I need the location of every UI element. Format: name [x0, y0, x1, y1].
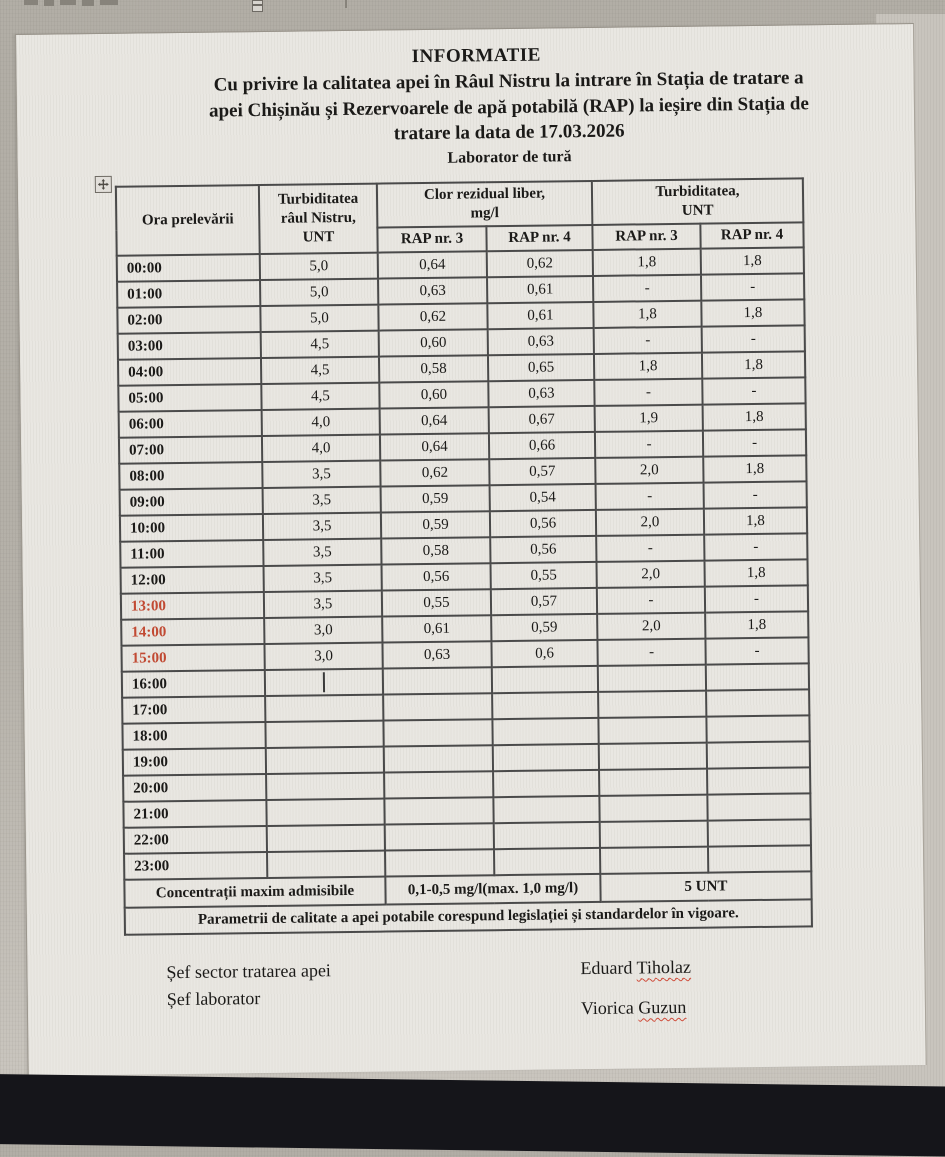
chlorine-rap4-cell[interactable]: 0,63 — [488, 328, 594, 355]
turbidity-rap4-cell[interactable]: 1,8 — [703, 455, 806, 482]
table-body — [117, 247, 812, 879]
time-cell[interactable]: 18:00 — [122, 722, 265, 750]
document-header — [128, 38, 889, 172]
toolbar-fragment — [82, 0, 94, 6]
turbidity-rap4-cell[interactable]: - — [705, 585, 808, 612]
time-cell[interactable]: 16:00 — [122, 670, 265, 698]
col-header-rap4-chlorine: RAP nr. 4 — [486, 225, 592, 251]
toolbar-fragment — [345, 0, 347, 8]
chlorine-rap4-cell[interactable]: 0,54 — [490, 484, 596, 511]
chlorine-rap3-cell[interactable] — [383, 693, 492, 720]
turbidity-nistru-cell[interactable]: 3,5 — [263, 487, 381, 514]
time-cell[interactable]: 09:00 — [120, 488, 263, 516]
quality-note[interactable]: Parametrii de calitate a apei potabile corespund legislației și standardelor în vigoare. — [125, 899, 812, 934]
window-icon-fragment — [252, 0, 263, 12]
turbidity-rap3-cell[interactable] — [599, 769, 707, 796]
turbidity-nistru-cell[interactable]: 3,5 — [262, 461, 380, 488]
turbidity-nistru-cell[interactable] — [266, 773, 384, 800]
time-cell[interactable]: 12:00 — [121, 566, 264, 594]
turbidity-rap3-cell[interactable]: 1,8 — [593, 301, 701, 328]
turbidity-nistru-cell[interactable]: 5,0 — [260, 279, 378, 306]
chlorine-rap4-cell[interactable] — [492, 692, 598, 719]
four-arrows-icon — [98, 179, 109, 190]
turbidity-rap3-cell[interactable]: - — [594, 327, 702, 354]
turbidity-rap3-cell[interactable]: - — [593, 275, 701, 302]
turbidity-nistru-cell[interactable]: 3,0 — [264, 617, 382, 644]
signature-role-1: Șef sector tratarea apei — [166, 960, 331, 983]
chlorine-rap4-cell[interactable]: 0,67 — [489, 406, 595, 433]
chlorine-rap3-cell[interactable]: 0,62 — [378, 303, 487, 330]
chlorine-rap4-cell[interactable] — [493, 796, 599, 823]
col-header-rap3-chlorine: RAP nr. 3 — [377, 226, 486, 252]
turbidity-rap4-cell[interactable]: - — [702, 377, 805, 404]
time-cell[interactable]: 19:00 — [123, 748, 266, 776]
time-cell[interactable]: 01:00 — [117, 280, 260, 308]
turbidity-nistru-cell[interactable] — [267, 825, 385, 852]
chlorine-rap4-cell[interactable]: 0,61 — [487, 276, 593, 303]
signature-role-2: Șef laborator — [166, 988, 261, 1010]
chlorine-rap4-cell[interactable]: 0,56 — [490, 510, 596, 537]
chlorine-rap4-cell[interactable] — [492, 666, 598, 693]
chlorine-rap3-cell[interactable]: 0,64 — [378, 251, 487, 278]
turbidity-rap4-cell[interactable]: 1,8 — [702, 351, 805, 378]
turbidity-rap4-cell[interactable]: 1,8 — [704, 507, 807, 534]
turbidity-nistru-cell[interactable]: 5,0 — [260, 253, 378, 280]
signature-name-1 — [580, 955, 691, 981]
turbidity-nistru-cell[interactable]: 3,5 — [264, 565, 382, 592]
time-cell[interactable]: 02:00 — [117, 306, 260, 334]
turbidity-rap4-cell[interactable] — [708, 819, 811, 846]
col-header-rap3-turbidity: RAP nr. 3 — [592, 224, 700, 250]
time-cell[interactable]: 17:00 — [122, 696, 265, 724]
turbidity-rap4-cell[interactable] — [706, 715, 809, 742]
lab-line: Laborator de tură — [447, 147, 572, 167]
limits-chlorine-value[interactable]: 0,1-0,5 mg/l(max. 1,0 mg/l) — [385, 874, 600, 905]
turbidity-rap4-cell[interactable] — [707, 741, 810, 768]
chlorine-rap3-cell[interactable]: 0,63 — [382, 641, 491, 668]
turbidity-rap3-cell[interactable]: - — [596, 535, 704, 562]
turbidity-nistru-cell[interactable] — [266, 747, 384, 774]
chlorine-rap3-cell[interactable]: 0,58 — [381, 537, 490, 564]
turbidity-rap4-cell[interactable]: 1,8 — [704, 559, 807, 586]
signature-roles — [166, 957, 331, 1013]
turbidity-nistru-cell[interactable] — [265, 669, 383, 696]
turbidity-rap3-cell[interactable] — [599, 795, 707, 822]
chlorine-rap4-cell[interactable] — [493, 770, 599, 797]
turbidity-rap4-cell[interactable]: - — [705, 637, 808, 664]
chlorine-rap4-cell[interactable]: 0,57 — [491, 588, 597, 615]
turbidity-rap4-cell[interactable]: - — [704, 481, 807, 508]
turbidity-rap4-cell[interactable]: 1,8 — [705, 611, 808, 638]
chlorine-rap3-cell[interactable]: 0,60 — [379, 381, 488, 408]
turbidity-nistru-cell[interactable]: 4,5 — [261, 357, 379, 384]
turbidity-rap3-cell[interactable] — [598, 665, 706, 692]
turbidity-nistru-cell[interactable]: 3,5 — [263, 539, 381, 566]
col-header-chlorine-group: Clor rezidual liber, mg/l — [377, 181, 593, 228]
chlorine-rap4-cell[interactable]: 0,59 — [491, 614, 597, 641]
chlorine-rap4-cell[interactable]: 0,55 — [491, 562, 597, 589]
monitor-bezel — [0, 1074, 945, 1157]
time-cell[interactable]: 06:00 — [119, 410, 262, 438]
signature-names — [580, 955, 691, 1021]
turbidity-rap3-cell[interactable] — [599, 743, 707, 770]
turbidity-rap3-cell[interactable]: 2,0 — [596, 561, 704, 588]
turbidity-rap3-cell[interactable]: 1,8 — [594, 353, 702, 380]
turbidity-rap3-cell[interactable]: - — [596, 483, 704, 510]
limits-label[interactable]: Concentrații maxim admisibile — [124, 877, 385, 908]
signature-name-2 — [581, 995, 692, 1021]
time-cell[interactable]: 00:00 — [117, 254, 260, 282]
col-header-turbidity-group: Turbiditatea, UNT — [592, 178, 804, 225]
turbidity-rap3-cell[interactable] — [598, 717, 706, 744]
turbidity-rap3-cell[interactable]: 1,9 — [595, 405, 703, 432]
turbidity-rap4-cell[interactable] — [707, 793, 810, 820]
time-cell[interactable]: 04:00 — [118, 358, 261, 386]
chlorine-rap3-cell[interactable]: 0,64 — [380, 433, 489, 460]
last-name-spellcheck: Tiholaz — [636, 956, 692, 978]
limits-turbidity-value[interactable]: 5 UNT — [600, 871, 811, 902]
time-cell[interactable]: 13:00 — [121, 592, 264, 620]
col-header-rap4-turbidity: RAP nr. 4 — [700, 222, 803, 248]
turbidity-rap3-cell[interactable] — [600, 821, 708, 848]
chlorine-rap3-cell[interactable]: 0,61 — [382, 615, 491, 642]
chlorine-rap3-cell[interactable]: 0,63 — [378, 277, 487, 304]
time-cell[interactable]: 22:00 — [124, 826, 267, 854]
turbidity-rap4-cell[interactable] — [706, 663, 809, 690]
chlorine-rap4-cell[interactable] — [492, 718, 598, 745]
table-move-handle-icon[interactable] — [95, 176, 112, 193]
chlorine-rap4-cell[interactable]: 0,57 — [489, 458, 595, 485]
turbidity-rap4-cell[interactable]: 1,8 — [703, 403, 806, 430]
document-title: INFORMATIE — [411, 44, 542, 68]
chlorine-rap3-cell[interactable]: 0,58 — [379, 355, 488, 382]
text-cursor — [323, 672, 325, 692]
chlorine-rap4-cell[interactable]: 0,6 — [491, 640, 597, 667]
turbidity-rap4-cell[interactable]: 1,8 — [701, 299, 804, 326]
turbidity-rap3-cell[interactable] — [598, 691, 706, 718]
turbidity-nistru-cell[interactable]: 3,5 — [264, 591, 382, 618]
turbidity-rap4-cell[interactable]: - — [703, 429, 806, 456]
col-header-time: Ora prelevării — [116, 185, 260, 256]
toolbar-fragment — [100, 0, 118, 5]
turbidity-nistru-cell[interactable]: 3,5 — [263, 513, 381, 540]
chlorine-rap3-cell[interactable] — [385, 823, 494, 850]
chlorine-rap4-cell[interactable]: 0,62 — [487, 250, 593, 277]
turbidity-rap3-cell[interactable]: 2,0 — [597, 613, 705, 640]
chlorine-rap4-cell[interactable] — [494, 822, 600, 849]
turbidity-rap4-cell[interactable]: 1,8 — [701, 247, 804, 274]
first-name: Eduard — [580, 957, 637, 979]
turbidity-nistru-cell[interactable]: 4,0 — [262, 435, 380, 462]
time-cell[interactable]: 11:00 — [120, 540, 263, 568]
turbidity-nistru-cell[interactable]: 5,0 — [260, 305, 378, 332]
turbidity-rap4-cell[interactable]: - — [702, 325, 805, 352]
toolbar-fragment — [24, 0, 38, 5]
time-cell[interactable]: 10:00 — [120, 514, 263, 542]
chlorine-rap3-cell[interactable]: 0,62 — [380, 459, 489, 486]
chlorine-rap4-cell[interactable]: 0,65 — [488, 354, 594, 381]
document-subtitle-line: Cu privire la calitatea apei în Râul Nistru la intrare în Stația de tratare a — [213, 67, 804, 96]
turbidity-rap3-cell[interactable]: 2,0 — [596, 509, 704, 536]
chlorine-rap3-cell[interactable] — [384, 771, 493, 798]
time-cell[interactable]: 23:00 — [124, 852, 267, 880]
last-name-spellcheck: Guzun — [638, 996, 687, 1018]
time-cell[interactable]: 08:00 — [119, 462, 262, 490]
turbidity-rap4-cell[interactable] — [707, 767, 810, 794]
time-cell[interactable]: 14:00 — [121, 618, 264, 646]
col-header-turbidity-nistru: Turbiditatea râul Nistru, UNT — [259, 184, 378, 254]
chlorine-rap4-cell[interactable]: 0,61 — [487, 302, 593, 329]
turbidity-nistru-cell[interactable] — [265, 721, 383, 748]
time-cell[interactable]: 03:00 — [118, 332, 261, 360]
time-cell[interactable]: 07:00 — [119, 436, 262, 464]
turbidity-rap3-cell[interactable] — [600, 847, 708, 874]
toolbar-fragment — [44, 0, 54, 6]
time-cell[interactable]: 21:00 — [123, 800, 266, 828]
time-cell[interactable]: 05:00 — [118, 384, 261, 412]
chlorine-rap3-cell[interactable] — [383, 719, 492, 746]
document-subtitle-line: tratare la data de 17.03.2026 — [393, 120, 625, 145]
turbidity-rap4-cell[interactable]: - — [701, 273, 804, 300]
chlorine-rap4-cell[interactable] — [493, 744, 599, 771]
turbidity-nistru-cell[interactable] — [266, 799, 384, 826]
chlorine-rap3-cell[interactable] — [384, 797, 493, 824]
turbidity-rap3-cell[interactable]: 2,0 — [595, 457, 703, 484]
time-cell[interactable]: 20:00 — [123, 774, 266, 802]
chlorine-rap4-cell[interactable]: 0,66 — [489, 432, 595, 459]
turbidity-nistru-cell[interactable]: 4,0 — [262, 409, 380, 436]
chlorine-rap3-cell[interactable] — [383, 667, 492, 694]
chlorine-rap4-cell[interactable] — [494, 848, 600, 875]
water-quality-table — [115, 177, 813, 935]
time-cell[interactable]: 15:00 — [121, 644, 264, 672]
turbidity-rap3-cell[interactable]: - — [597, 587, 705, 614]
turbidity-rap4-cell[interactable] — [706, 689, 809, 716]
turbidity-nistru-cell[interactable]: 4,5 — [261, 383, 379, 410]
chlorine-rap4-cell[interactable]: 0,63 — [488, 380, 594, 407]
turbidity-rap4-cell[interactable]: - — [704, 533, 807, 560]
toolbar-fragment — [60, 0, 76, 5]
first-name: Viorica — [580, 997, 639, 1019]
turbidity-rap3-cell[interactable]: - — [594, 379, 702, 406]
turbidity-rap3-cell[interactable]: - — [597, 639, 705, 666]
chlorine-rap3-cell[interactable]: 0,56 — [382, 563, 491, 590]
turbidity-nistru-cell[interactable] — [265, 695, 383, 722]
turbidity-nistru-cell[interactable]: 3,0 — [264, 643, 382, 670]
turbidity-nistru-cell[interactable]: 4,5 — [261, 331, 379, 358]
chlorine-rap4-cell[interactable]: 0,56 — [490, 536, 596, 563]
water-quality-table-wrap — [115, 177, 813, 935]
document-subtitle-line: apei Chișinău și Rezervoarele de apă potabilă (RAP) la ieșire din Stația de — [208, 92, 809, 122]
chlorine-rap3-cell[interactable]: 0,59 — [381, 511, 490, 538]
chlorine-rap3-cell[interactable]: 0,60 — [379, 329, 488, 356]
document-page — [15, 23, 927, 1076]
chlorine-rap3-cell[interactable] — [385, 849, 494, 876]
turbidity-rap3-cell[interactable]: 1,8 — [593, 249, 701, 276]
turbidity-nistru-cell[interactable] — [267, 851, 385, 878]
chlorine-rap3-cell[interactable]: 0,55 — [382, 589, 491, 616]
turbidity-rap4-cell[interactable] — [708, 845, 811, 872]
chlorine-rap3-cell[interactable] — [384, 745, 493, 772]
chlorine-rap3-cell[interactable]: 0,64 — [380, 407, 489, 434]
turbidity-rap3-cell[interactable]: - — [595, 431, 703, 458]
chlorine-rap3-cell[interactable]: 0,59 — [381, 485, 490, 512]
